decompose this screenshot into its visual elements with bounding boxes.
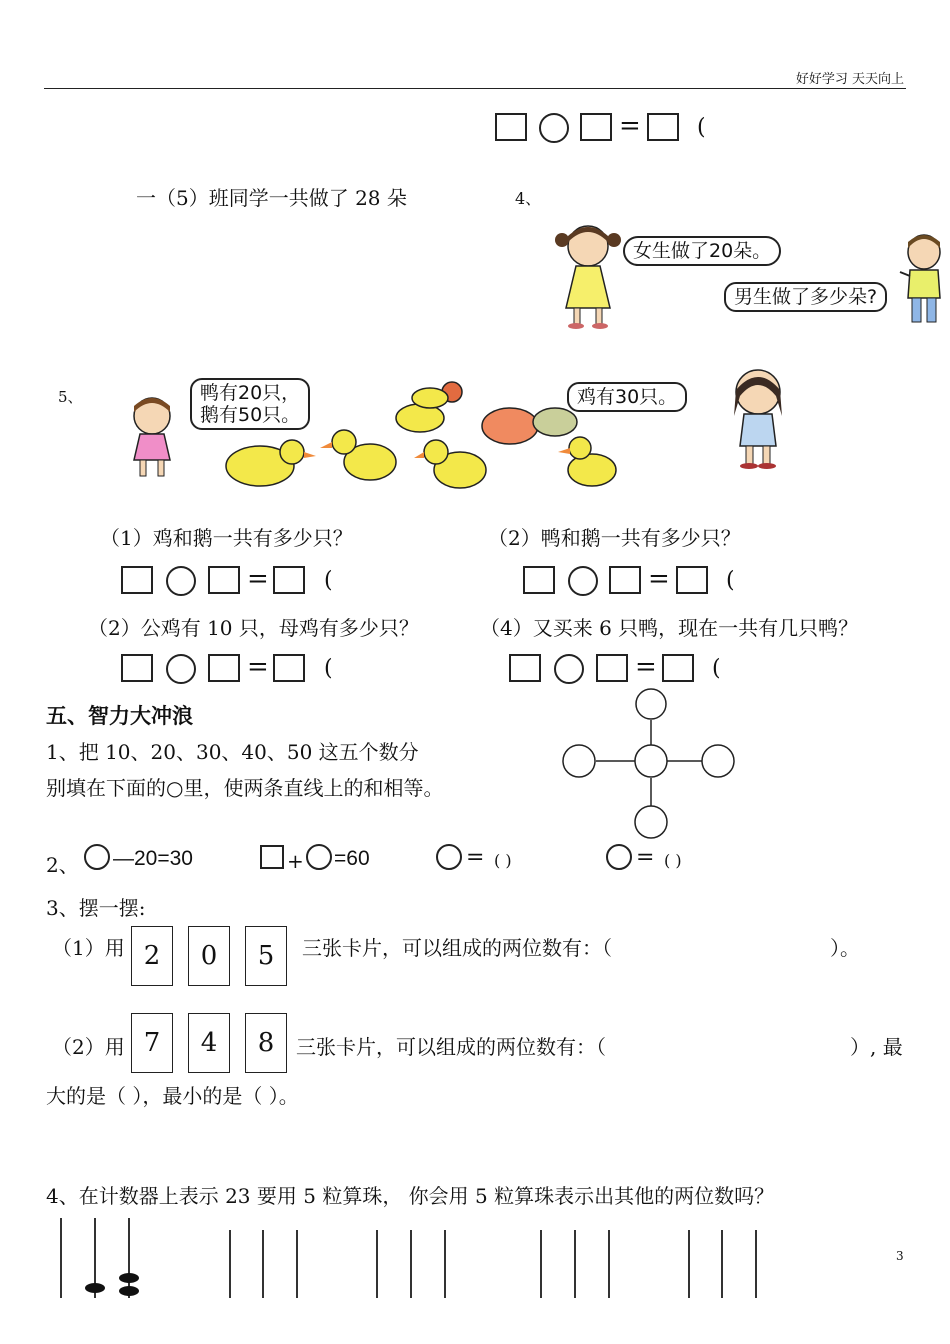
q4-intro: 一（5）班同学一共做了 28 朵 [136, 186, 407, 210]
equals-sign: = [648, 564, 670, 594]
unit-paren: ( [324, 568, 333, 593]
equals-sign: = [619, 111, 641, 141]
puzzle3-2-label: （2）用 [52, 1035, 125, 1059]
goose-count-line: 鹅有50只。 [200, 404, 301, 426]
unit-paren: ( [324, 656, 333, 681]
puzzle2-answer-b[interactable]: ( ) [664, 851, 682, 870]
operator-circle[interactable] [554, 654, 584, 684]
puzzle3-2-end: ）, 最 [850, 1035, 903, 1059]
abacus-rod [262, 1230, 264, 1298]
cross-right-circle[interactable] [702, 745, 734, 777]
answer-box[interactable] [273, 566, 305, 594]
orange-bird [482, 408, 538, 444]
puzzle1-line1: 1、把 10、20、30、40、50 这五个数分 [46, 740, 419, 764]
puzzle3-1-text: 三张卡片，可以组成的两位数有：（ [302, 936, 612, 960]
number-card[interactable]: 7 [131, 1013, 173, 1073]
puzzle2-eq: = [636, 845, 655, 870]
puzzle2-label: 2、 [46, 853, 79, 877]
puzzle4-text: 4、在计数器上表示 23 要用 5 粒算珠， 你会用 5 粒算珠表示出其他的两位数吗？ [46, 1184, 775, 1208]
abacus-rod [60, 1218, 62, 1298]
answer-box[interactable] [273, 654, 305, 682]
circle-symbol[interactable] [306, 844, 332, 870]
puzzle3-2-text: 三张卡片，可以组成的两位数有：（ [296, 1035, 606, 1059]
number-card[interactable]: 2 [131, 926, 173, 986]
q5-sub2: （2）鸭和鹅一共有多少只？ [488, 526, 741, 550]
puzzle1-line2: 别填在下面的○里，使两条直线上的和相等。 [46, 776, 444, 800]
answer-box[interactable] [662, 654, 694, 682]
q5-sub4: （4）又买来 6 只鸭，现在一共有几只鸭？ [480, 616, 859, 640]
puzzle2-answer-a[interactable]: ( ) [494, 851, 512, 870]
abacus-bead [119, 1286, 139, 1296]
cross-top-circle[interactable] [636, 689, 666, 719]
answer-box[interactable] [208, 566, 240, 594]
number-card[interactable]: 8 [245, 1013, 287, 1073]
unit-paren: ( [712, 656, 721, 681]
equals-sign: = [635, 652, 657, 682]
puzzle2-minus-eq: —20=30 [113, 847, 193, 870]
abacus-bead [85, 1283, 105, 1293]
answer-box[interactable] [208, 654, 240, 682]
abacus-rod [574, 1230, 576, 1298]
unit-paren: ( [726, 568, 735, 593]
answer-box[interactable] [121, 654, 153, 682]
abacus-rod [608, 1230, 610, 1298]
circle-symbol[interactable] [436, 844, 462, 870]
abacus-rod [376, 1230, 378, 1298]
q5-sub1: （1）鸡和鹅一共有多少只？ [100, 526, 353, 550]
operator-circle[interactable] [166, 566, 196, 596]
answer-box[interactable] [676, 566, 708, 594]
page-number: 3 [896, 1249, 904, 1263]
left-girl-figure [120, 394, 186, 482]
puzzle2-eq: = [466, 845, 485, 870]
abacus-rod [721, 1230, 723, 1298]
puzzle3-1-end: ）。 [830, 936, 860, 960]
duckling [558, 437, 616, 486]
abacus-rod [410, 1230, 412, 1298]
answer-box[interactable] [609, 566, 641, 594]
answer-box[interactable] [647, 113, 679, 141]
circle-symbol[interactable] [84, 844, 110, 870]
puzzle2-eq60: =60 [334, 847, 370, 870]
duckling [414, 440, 486, 488]
boy-figure [898, 232, 948, 330]
abacus-rod [688, 1230, 690, 1298]
abacus-rod [755, 1230, 757, 1298]
equals-sign: = [247, 564, 269, 594]
puzzle3-title: 3、摆一摆: [46, 896, 146, 920]
number-card[interactable]: 0 [188, 926, 230, 986]
puzzle2-plus: + [287, 849, 304, 873]
equals-sign: = [247, 652, 269, 682]
unit-paren: ( [697, 115, 706, 140]
right-girl-speech-bubble: 鸡有30只。 [567, 382, 687, 412]
puzzle3-1-label: （1）用 [52, 936, 125, 960]
chick [226, 440, 316, 486]
abacus-rod [540, 1230, 542, 1298]
girl-figure [552, 222, 624, 330]
duckling [320, 430, 396, 480]
answer-box[interactable] [121, 566, 153, 594]
puzzle3-2-line2: 大的是（ ），最小的是（ ）。 [46, 1084, 299, 1108]
number-card[interactable]: 5 [245, 926, 287, 986]
answer-box[interactable] [523, 566, 555, 594]
operator-circle[interactable] [166, 654, 196, 684]
abacus-rod [444, 1230, 446, 1298]
cross-bottom-circle[interactable] [635, 806, 667, 838]
q4-number: 4、 [515, 189, 542, 208]
section-title: 五、智力大冲浪 [46, 704, 193, 728]
chicken [396, 382, 462, 432]
cross-left-circle[interactable] [563, 745, 595, 777]
cross-center-circle[interactable] [635, 745, 667, 777]
header-rule [44, 88, 906, 89]
number-card[interactable]: 4 [188, 1013, 230, 1073]
answer-box[interactable] [495, 113, 527, 141]
q5-sub3: （2）公鸡有 10 只，母鸡有多少只？ [88, 616, 419, 640]
answer-box[interactable] [509, 654, 541, 682]
square-answer-circle[interactable] [606, 844, 632, 870]
operator-circle[interactable] [568, 566, 598, 596]
answer-box[interactable] [580, 113, 612, 141]
header-motto: 好好学习 天天向上 [795, 72, 904, 87]
abacus-bead [119, 1273, 139, 1283]
girl-speech-bubble: 女生做了20朵。 [623, 236, 781, 266]
duck-count-line: 鸭有20只， [200, 382, 301, 404]
operator-circle[interactable] [539, 113, 569, 143]
boy-speech-bubble: 男生做了多少朵? [724, 282, 887, 312]
cross-circle-diagram [560, 688, 740, 840]
right-girl-figure [722, 366, 794, 472]
q5-number: 5、 [58, 388, 83, 406]
abacus-rod [229, 1230, 231, 1298]
square-symbol[interactable] [260, 845, 284, 869]
gray-bird [533, 408, 577, 436]
answer-box[interactable] [596, 654, 628, 682]
abacus-rod [296, 1230, 298, 1298]
